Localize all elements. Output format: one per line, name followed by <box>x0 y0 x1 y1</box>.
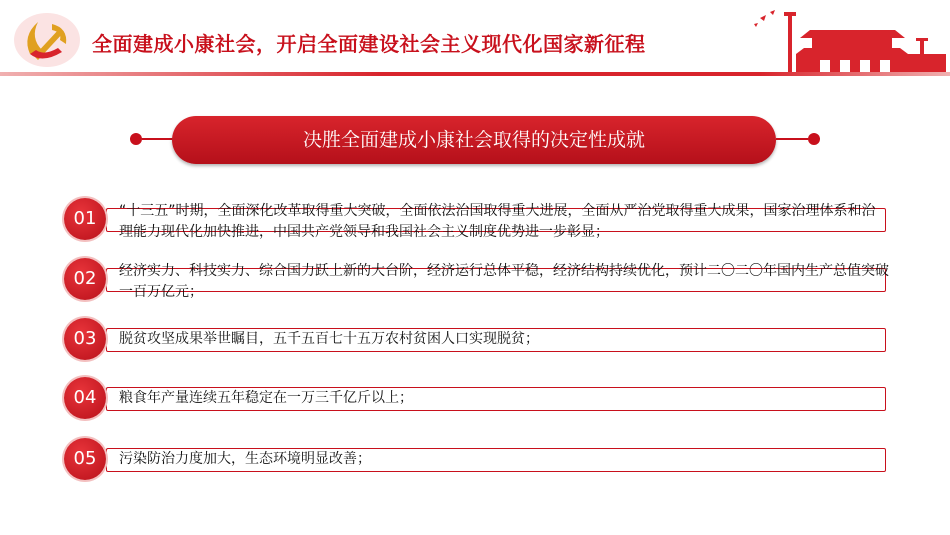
header <box>0 0 950 78</box>
section-heading <box>130 116 820 164</box>
achievement-item <box>62 258 892 302</box>
achievement-number: 03 <box>64 318 106 360</box>
achievement-number: 04 <box>64 377 106 419</box>
heading-pill <box>172 116 776 164</box>
achievement-number: 01 <box>64 198 106 240</box>
achievement-number: 02 <box>64 258 106 300</box>
heading-dot-left <box>130 133 142 145</box>
achievement-number: 05 <box>64 438 106 480</box>
achievement-item <box>62 377 892 421</box>
achievement-item <box>62 318 892 362</box>
heading-dot-right <box>808 133 820 145</box>
party-emblem-icon <box>12 10 82 70</box>
heading-line-right <box>776 138 808 140</box>
achievement-text: 粮食年产量连续五年稳定在一万三千亿斤以上； <box>119 390 413 406</box>
section-subtitle: 决胜全面建成小康社会取得的决定性成就 <box>302 129 645 151</box>
header-divider <box>0 72 950 76</box>
achievement-text: 经济实力、科技实力、综合国力跃上新的大台阶，经济运行总体平稳，经济结构持续优化，预计二〇二〇年国内生产总值突破一百万亿元； <box>119 263 889 300</box>
achievement-text: 脱贫攻坚成果举世瞩目，五千五百七十五万农村贫困人口实现脱贫； <box>119 331 539 347</box>
page-title: 全面建成小康社会，开启全面建设社会主义现代化国家新征程 <box>92 32 646 56</box>
achievement-text: 污染防治力度加大，生态环境明显改善； <box>119 451 371 467</box>
achievement-item <box>62 438 892 482</box>
tiananmen-icon <box>740 0 950 80</box>
achievement-item <box>62 198 892 242</box>
heading-line-left <box>142 138 174 140</box>
achievement-text: “十三五”时期，全面深化改革取得重大突破，全面依法治国取得重大进展，全面从严治党取得重大成果，国家治理体系和治理能力现代化加快推进，中国共产党领导和我国社会主义制度优势进一步彰显； <box>119 203 876 240</box>
